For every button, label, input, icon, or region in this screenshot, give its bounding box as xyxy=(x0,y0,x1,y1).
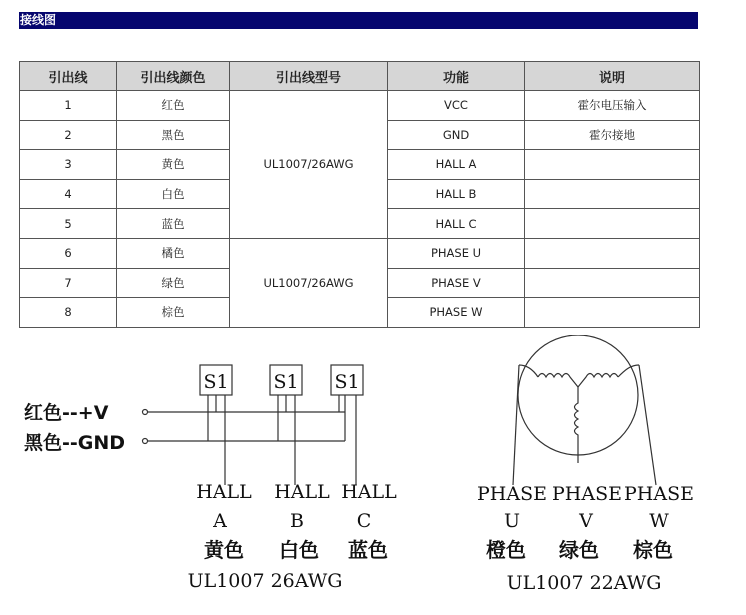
row-no: 4 xyxy=(20,179,117,209)
row-no: 2 xyxy=(20,120,117,150)
hall-b-letter: B xyxy=(290,510,304,532)
row-no: 1 xyxy=(20,91,117,121)
hall-c-letter: C xyxy=(356,510,372,532)
header-lead: 引出线 xyxy=(20,62,117,91)
table-header-row xyxy=(20,62,700,91)
row-note: 霍尔接地 xyxy=(525,120,700,150)
phase-v-color: 绿色 xyxy=(559,538,599,562)
row-color: 蓝色 xyxy=(117,209,230,239)
phase-u-coil xyxy=(538,374,578,388)
row-function: VCC xyxy=(388,91,525,121)
row-color: 白色 xyxy=(117,179,230,209)
row-function: HALL C xyxy=(388,209,525,239)
header-lead-model: 引出线型号 xyxy=(230,62,388,91)
hall-b-color: 白色 xyxy=(279,538,319,562)
row-note xyxy=(525,268,700,298)
row-no: 5 xyxy=(20,209,117,239)
row-function: HALL A xyxy=(388,150,525,180)
row-note xyxy=(525,298,700,328)
hall-cable-label: UL1007 26AWG xyxy=(187,570,343,592)
row-function: PHASE W xyxy=(388,298,525,328)
vcc-label: 红色--+V xyxy=(24,402,109,424)
phase-w-coil xyxy=(578,374,618,388)
vcc-terminal xyxy=(143,410,148,415)
row-color: 黑色 xyxy=(117,120,230,150)
phase-v-coil xyxy=(575,387,579,463)
phase-v-letter: V xyxy=(579,510,593,532)
table-row xyxy=(20,238,700,268)
hall-c-word: HALL xyxy=(341,481,397,503)
sensor-c-label: S1 xyxy=(334,371,360,393)
row-color: 棕色 xyxy=(117,298,230,328)
phase-u-letter: U xyxy=(503,510,521,532)
hall-a-letter: A xyxy=(213,510,227,532)
row-no: 7 xyxy=(20,268,117,298)
row-note: 霍尔电压输入 xyxy=(525,91,700,121)
row-note xyxy=(525,150,700,180)
header-function: 功能 xyxy=(388,62,525,91)
wiring-table xyxy=(19,61,700,328)
phase-w-lead xyxy=(618,365,639,377)
section-title: 接线图 xyxy=(20,13,57,27)
row-function: HALL B xyxy=(388,179,525,209)
row-note xyxy=(525,179,700,209)
hall-a-word: HALL xyxy=(196,481,252,503)
phase-w-letter: W xyxy=(649,510,669,532)
phase-u-color: 橙色 xyxy=(486,538,526,562)
phase-v-word: PHASE xyxy=(552,483,622,505)
phase-cable-label: UL1007 22AWG xyxy=(506,572,662,594)
row-function: GND xyxy=(388,120,525,150)
row-no: 8 xyxy=(20,298,117,328)
model-hall: UL1007/26AWG xyxy=(230,91,388,239)
motor-windings xyxy=(513,335,656,485)
phase-u-word: PHASE xyxy=(477,483,547,505)
phase-w-word: PHASE xyxy=(624,483,694,505)
wiring-diagram xyxy=(0,335,746,610)
row-no: 6 xyxy=(20,238,117,268)
row-no: 3 xyxy=(20,150,117,180)
sensor-b-label: S1 xyxy=(273,371,299,393)
row-color: 绿色 xyxy=(117,268,230,298)
gnd-terminal xyxy=(143,439,148,444)
gnd-label: 黑色--GND xyxy=(24,432,126,454)
header-note: 说明 xyxy=(525,62,700,91)
row-function: PHASE V xyxy=(388,268,525,298)
row-note xyxy=(525,238,700,268)
hall-c-color: 蓝色 xyxy=(348,538,388,562)
row-color: 橘色 xyxy=(117,238,230,268)
model-phase: UL1007/26AWG xyxy=(230,238,388,327)
header-lead-color: 引出线颜色 xyxy=(117,62,230,91)
hall-wiring xyxy=(143,365,364,485)
table-row xyxy=(20,91,700,121)
phase-w-color: 棕色 xyxy=(633,538,673,562)
sensor-a-label: S1 xyxy=(203,371,229,393)
hall-a-color: 黄色 xyxy=(204,538,244,562)
section-banner xyxy=(19,12,698,29)
row-function: PHASE U xyxy=(388,238,525,268)
row-color: 黄色 xyxy=(117,150,230,180)
hall-b-word: HALL xyxy=(274,481,330,503)
row-note xyxy=(525,209,700,239)
row-color: 红色 xyxy=(117,91,230,121)
